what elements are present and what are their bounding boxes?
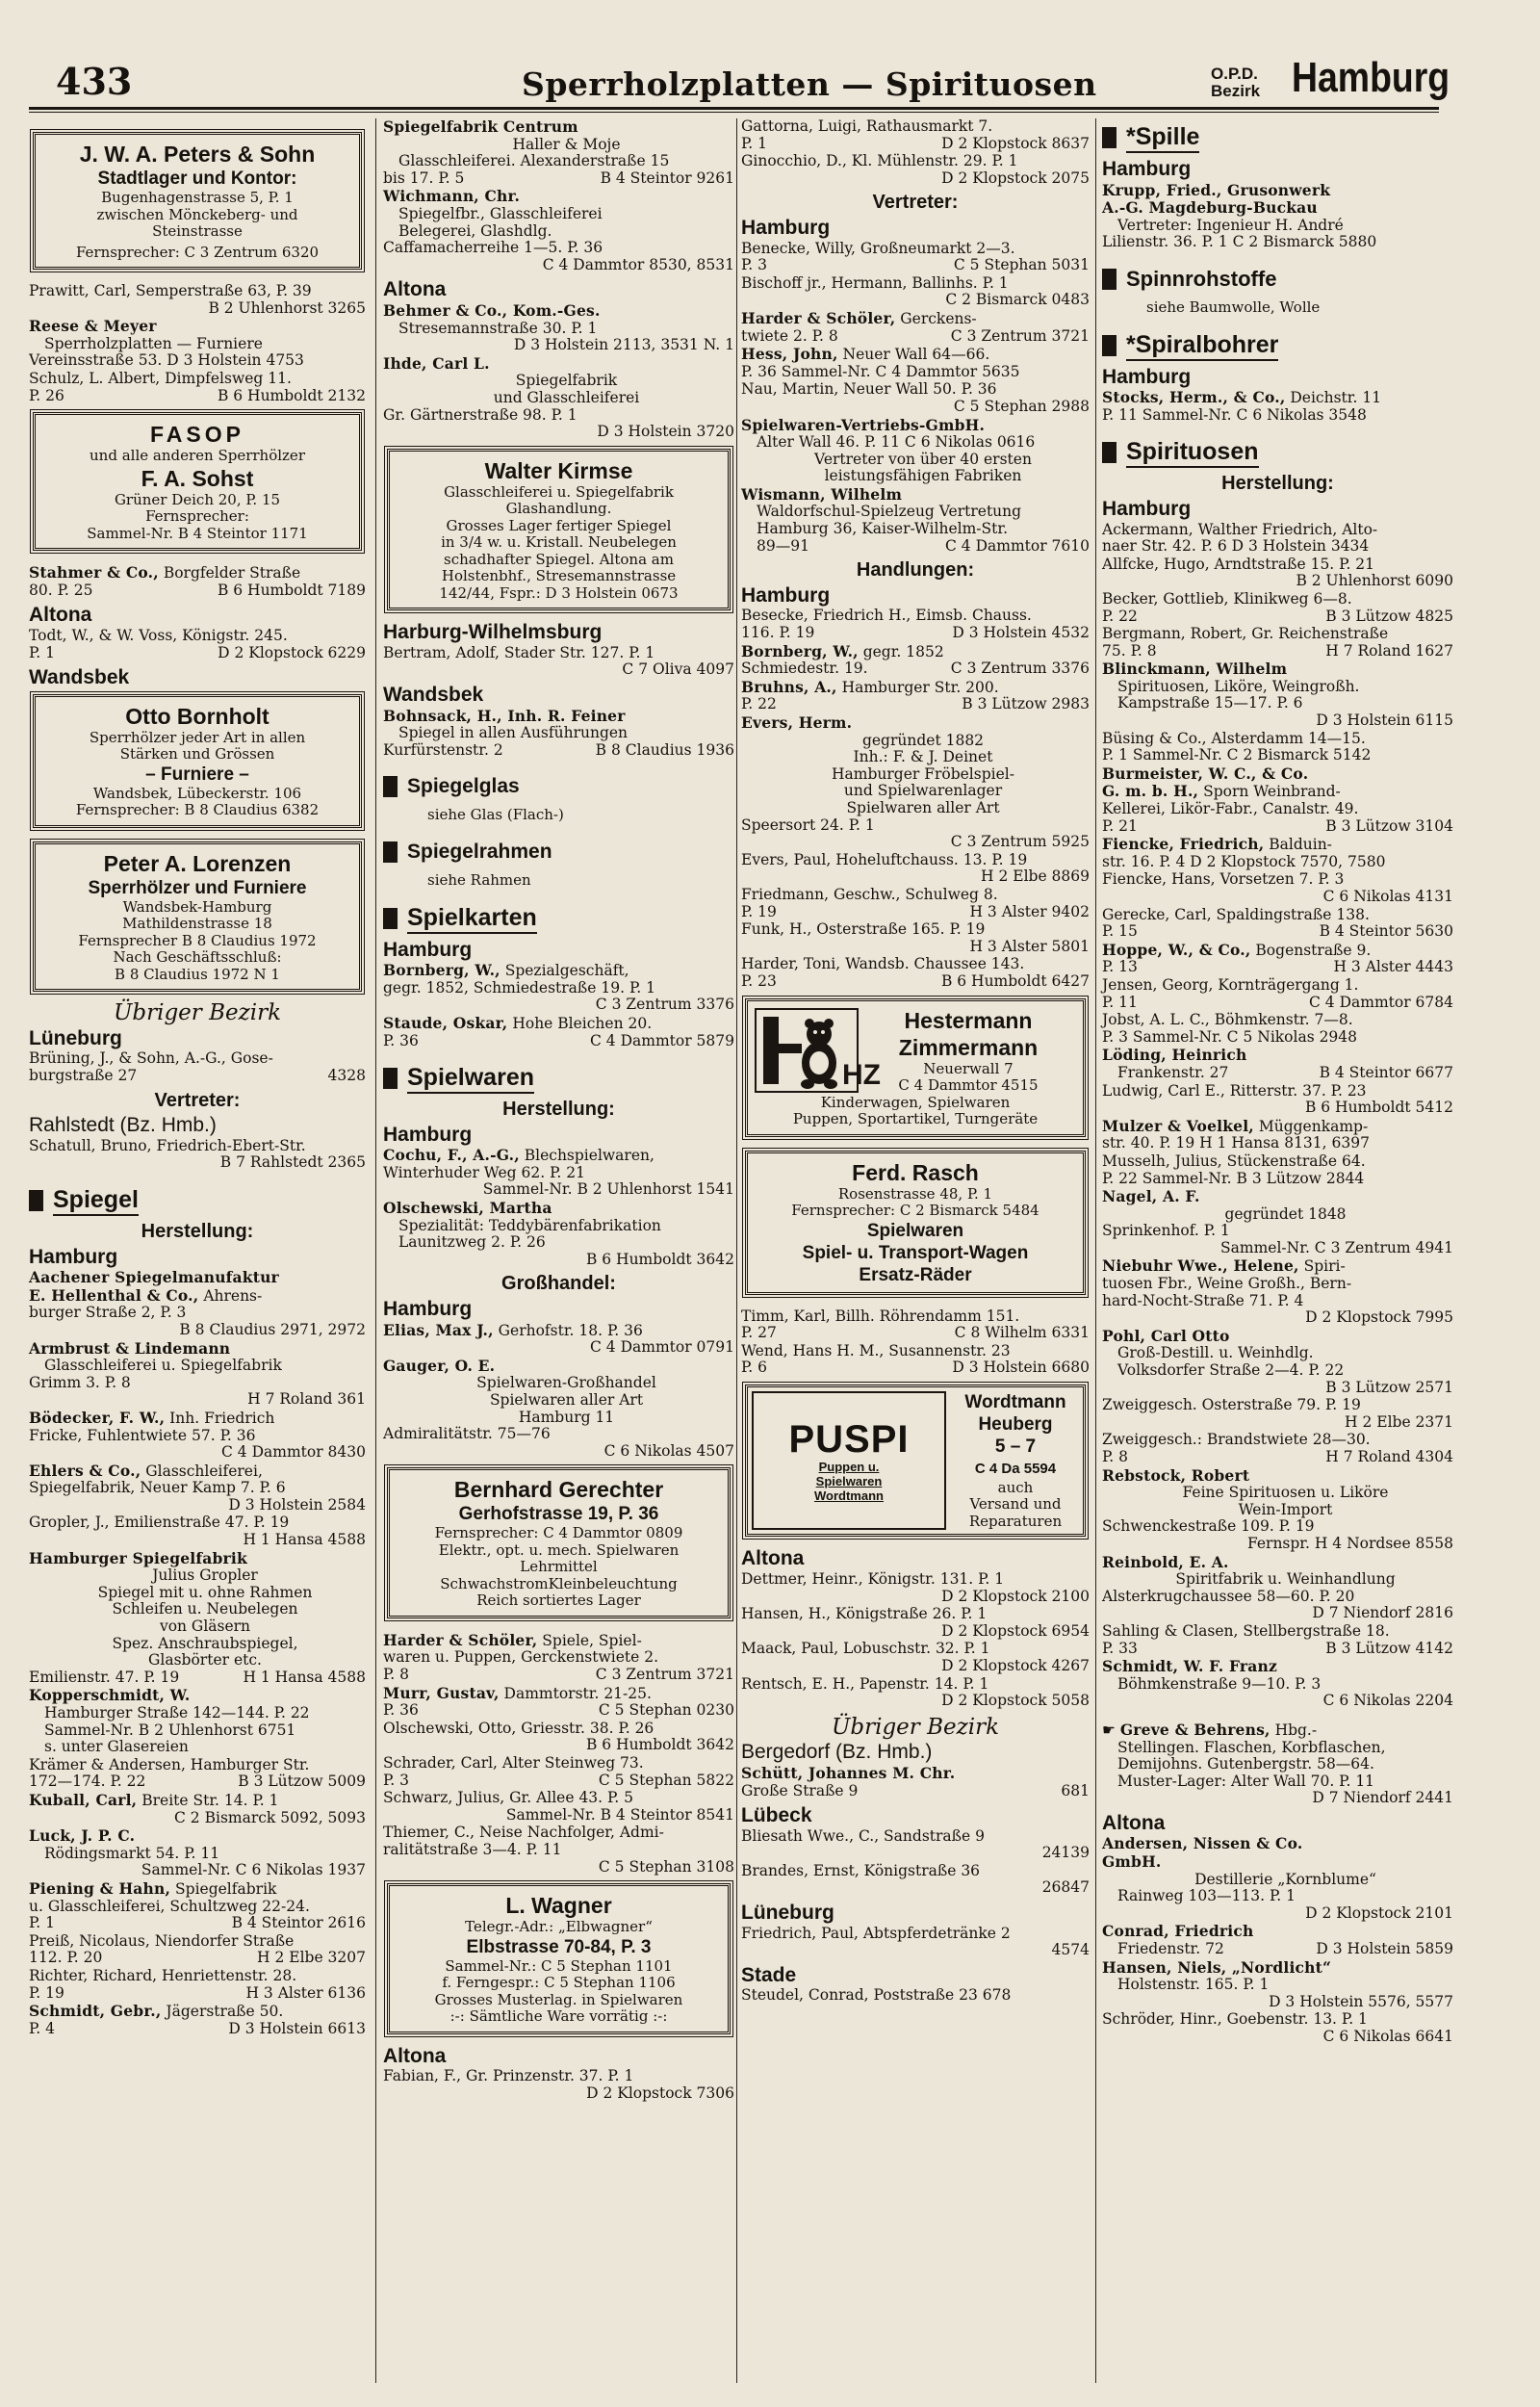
entry: Blinckmann, Wilhelm Spirituosen, Liköre, Weingroßh. Kampstraße 15—17. P. 6 D 3 Holstein 6115 — [1102, 660, 1453, 730]
entry: Schröder, Hinr., Goebenstr. 13. P. 1 C 6 Nikolas 6641 — [1102, 2010, 1453, 2045]
page-number: 433 — [56, 60, 133, 103]
column-divider — [736, 118, 737, 2383]
entry: Bliesath Wwe., C., Sandstraße 9 24139 — [741, 1826, 1090, 1862]
section-heading-spirituosen: Spirituosen — [1102, 437, 1453, 468]
subsection-heading: Herstellung: — [1221, 473, 1334, 495]
city-heading: Altona — [383, 2044, 447, 2067]
entry: Schwarz, Julius, Gr. Allee 43. P. 5 Sammel-Nr. B 4 Steintor 8541 — [383, 1789, 734, 1824]
entry: Murr, Gustav, Dammtorstr. 21-25. P. 36 C 5 Stephan 0230 — [383, 1683, 734, 1720]
cross-reference: siehe Glas (Flach-) — [427, 806, 564, 824]
page-title: Sperrholzplatten — Spirituosen — [522, 65, 1097, 103]
entry: Brüning, J., & Sohn, A.-G., Gose- burgstraße 27 4328 — [29, 1049, 366, 1084]
entry: Büsing & Co., Alsterdamm 14—15. P. 1 Sammel-Nr. C 2 Bismarck 5142 — [1102, 729, 1372, 764]
entry: Luck, J. P. C. Rödingsmarkt 54. P. 11 Sammel-Nr. C 6 Nikolas 1937 — [29, 1826, 366, 1879]
entry: Benecke, Willy, Großneumarkt 2—3. P. 3 C 5 Stephan 5031 — [741, 239, 1090, 274]
ad-line: Reparaturen — [968, 1512, 1063, 1530]
ad-phone: Fernsprecher: B 8 Claudius 6382 — [75, 801, 320, 819]
column-divider — [1095, 118, 1096, 2383]
entry: Nau, Martin, Neuer Wall 50. P. 36 C 5 Stephan 2988 — [741, 380, 1090, 415]
entry: Richter, Richard, Henriettenstr. 28. P. 19 H 3 Alster 6136 — [29, 1966, 366, 2002]
pointing-hand-icon: ☛ — [1102, 1721, 1116, 1739]
entry: Allfcke, Hugo, Arndtstraße 15. P. 21 B 2 Uhlenhorst 6090 — [1102, 555, 1453, 590]
entry: Fabian, F., Gr. Prinzenstr. 37. P. 1 D 2 Klopstock 7306 — [383, 2067, 734, 2102]
entry: Andersen, Nissen & Co. GmbH. Destillerie „Kornblume“ Rainweg 103—113. P. 1 D 2 Klopstock 2101 — [1102, 1834, 1453, 1922]
region-heading: Übriger Bezirk — [113, 1000, 282, 1026]
entry: Zweiggesch.: Brandstwiete 28—30. P. 8 H 7 Roland 4304 — [1102, 1431, 1453, 1465]
entry: Bödecker, F. W., Inh. Friedrich Fricke, Fuhlentwiete 57. P. 36 C 4 Dammtor 8430 — [29, 1408, 366, 1462]
entry: Cochu, F., A.-G., Blechspielwaren, Winterhuder Weg 62. P. 21 Sammel-Nr. B 2 Uhlenhorst 1541 — [383, 1146, 734, 1199]
city-heading: Hamburg — [1102, 497, 1192, 520]
ad-title: Otto Bornholt — [125, 703, 270, 729]
ad-line: Grosses Musterlag. in Spielwaren — [434, 1990, 683, 2008]
city-heading: Hamburg — [741, 216, 831, 239]
entry: Hansen, Niels, „Nordlicht“ Holstenstr. 165. P. 1 D 3 Holstein 5576, 5577 — [1102, 1957, 1453, 2010]
ad-phone: C 4 Dammtor 4515 — [898, 1076, 1039, 1094]
subsection-heading: Vertreter: — [154, 1089, 241, 1111]
puspi-logo-text: PUSPI — [788, 1417, 910, 1461]
ad-lorenzen — [33, 841, 362, 993]
entry: Dettmer, Heinr., Königstr. 131. P. 1 D 2 Klopstock 2100 — [741, 1569, 1090, 1605]
ad-fasop — [33, 412, 362, 551]
ad-phone: Fernsprecher: C 2 Bismarck 5484 — [791, 1202, 1040, 1219]
ad-line: SchwachstromKleinbeleuchtung — [440, 1574, 678, 1592]
entry: Behmer & Co., Kom.-Ges. Stresemannstraße 30. P. 1 D 3 Holstein 2113, 3531 N. 1 — [383, 300, 734, 354]
entry: Spiegelfabrik Centrum Haller & Moje Glasschleiferei. Alexanderstraße 15 bis 17. P. 5 B 4 Steintor 9261 — [383, 117, 734, 187]
entry: Löding, Heinrich Frankenstr. 27 B 4 Steintor 6677 — [1102, 1046, 1453, 1081]
ad-line: Stärken und Grössen — [119, 745, 275, 764]
section-heading-spiegelglas: Spiegelglas — [383, 772, 734, 801]
ad-line: Nach Geschäftsschluß: — [113, 948, 282, 967]
ad-title: Walter Kirmse — [484, 457, 633, 483]
ad-line-bold: Ersatz-Räder — [859, 1264, 972, 1285]
entry: Reese & Meyer Sperrholzplatten — Furniere Vereinsstraße 53. D 3 Holstein 4753 — [29, 317, 304, 370]
entry: Piening & Hahn, Spiegelfabrik u. Glasschleiferei, Schultzweg 22-24. P. 1 B 4 Steintor 2616 — [29, 1878, 366, 1932]
ad-title: Wordtmann — [964, 1391, 1066, 1412]
entry: Kuball, Carl, Breite Str. 14. P. 1 C 2 Bismarck 5092, 5093 — [29, 1790, 366, 1826]
entry: Nagel, A. F. gegründet 1848 Sprinkenhof. P. 1 Sammel-Nr. C 3 Zentrum 4941 — [1102, 1187, 1453, 1256]
ad-line: Fernsprecher B 8 Claudius 1972 — [78, 931, 317, 949]
entry: Zweiggesch. Osterstraße 79. P. 19 H 2 Elbe 2371 — [1102, 1396, 1453, 1431]
ad-title: Hestermann — [904, 1007, 1033, 1033]
ad-peters — [33, 132, 362, 270]
entry: Todt, W., & W. Voss, Königstr. 245. P. 1 D 2 Klopstock 6229 — [29, 626, 366, 661]
ad-line: Rosenstrasse 48, P. 1 — [837, 1184, 993, 1203]
ad-line-bold: Spielwaren — [866, 1220, 964, 1241]
entry: Schmidt, W. F. Franz Böhmkenstraße 9—10. P. 3 C 6 Nikolas 2204 — [1102, 1657, 1453, 1710]
entry: Staude, Oskar, Hohe Bleichen 20. P. 36 C 4 Dammtor 5879 — [383, 1013, 734, 1049]
entry: Steudel, Conrad, Poststraße 23 678 — [741, 1986, 1012, 2005]
section-heading-spielkarten: Spielkarten — [383, 903, 734, 934]
entry: Schrader, Carl, Alter Steinweg 73. P. 3 C 5 Stephan 5822 — [383, 1754, 734, 1789]
ad-line: Neuerwall 7 — [923, 1059, 1014, 1077]
entry: Elias, Max J., Gerhofstr. 18. P. 36 C 4 Dammtor 0791 — [383, 1320, 734, 1357]
entry: Stocks, Herm., & Co., Deichstr. 11 P. 11 Sammel-Nr. C 6 Nikolas 3548 — [1102, 388, 1382, 424]
city-heading: Harburg-Wilhelmsburg — [383, 621, 603, 644]
cross-reference: siehe Rahmen — [427, 870, 531, 889]
entry: Ehlers & Co., Glasschleiferei, Spiegelfabrik, Neuer Kamp 7. P. 6 D 3 Holstein 2584 — [29, 1461, 366, 1514]
city-heading: Stade — [741, 1963, 797, 1986]
entry: Ihde, Carl L. Spiegelfabrik und Glasschleiferei Gr. Gärtnerstraße 98. P. 1 D 3 Holstein 3720 — [383, 353, 734, 441]
entry: Kopperschmidt, W. Hamburger Straße 142—144. P. 22 Sammel-Nr. B 2 Uhlenhorst 6751 s. unter Glasereien — [29, 1686, 310, 1756]
header-rule — [29, 107, 1439, 110]
ad-line: Steinstrasse — [152, 222, 243, 240]
entry: Bruhns, A., Hamburger Str. 200. P. 22 B 3 Lützow 2983 — [741, 677, 1090, 713]
city-heading: Hamburg — [29, 1245, 118, 1268]
ad-title-2: Zimmermann — [898, 1034, 1039, 1060]
ad-title: FASOP — [150, 422, 244, 448]
entry: Evers, Paul, Hoheluftchauss. 13. P. 19 H 2 Elbe 8869 — [741, 850, 1090, 886]
entry: Friedmann, Geschw., Schulweg 8. P. 19 H 3 Alster 9402 — [741, 885, 1090, 920]
entry: Rebstock, Robert Feine Spirituosen u. Liköre Wein-Import Schwenckestraße 109. P. 19 Fernspr. H 4 Nordsee 8558 — [1102, 1465, 1453, 1552]
ad-subtitle: Stadtlager und Kontor: — [97, 168, 297, 189]
entry: Schütt, Johannes M. Chr. Große Straße 9 681 — [741, 1763, 1090, 1799]
entry: Bohnsack, H., Inh. R. Feiner Spiegel in allen Ausführungen Kurfürstenstr. 2 B 8 Claudius 1936 — [383, 706, 734, 759]
entry: Mulzer & Voelkel, Müggenkamp- str. 40. P. 19 H 1 Hansa 8131, 6397 — [1102, 1116, 1370, 1152]
city-heading: Lüneburg — [29, 1026, 122, 1049]
ad-phone: f. Ferngespr.: C 5 Stephan 1106 — [442, 1974, 676, 1992]
section-marker-icon — [29, 1190, 43, 1211]
ad-line-bold: 5 – 7 — [994, 1436, 1037, 1457]
ad-logo-text: HZ — [842, 1059, 881, 1091]
city-heading: Wandsbek — [29, 666, 130, 689]
ad-subtitle: Sperrhölzer und Furniere — [88, 877, 307, 898]
entry: ☛ Greve & Behrens, Hbg.- Stellingen. Flaschen, Korbflaschen, Demijohns. Gutenbergstr. 58—64. Muster-Lager: Alter Wall 70. P. 11 D 7 Niendorf 2441 — [1102, 1720, 1453, 1807]
entry: Spielwaren-Vertriebs-GmbH. Alter Wall 46. P. 11 C 6 Nikolas 0616 Vertreter von über 40 ersten leistungsfähigen Fabriken — [741, 415, 1036, 485]
entry: Harder & Schöler, Spiele, Spiel- waren u. Puppen, Gerckenstwiete 2. P. 8 C 3 Zentrum 3721 — [383, 1630, 734, 1684]
entry: Bornberg, W., Spezialgeschäft, gegr. 1852, Schmiedestraße 19. P. 1 C 3 Zentrum 3376 — [383, 961, 734, 1014]
opd-bezirk-label — [1211, 65, 1260, 100]
ad-line: Mathildenstrasse 18 — [122, 915, 272, 933]
ad-line: und alle anderen Sperrhölzer — [90, 447, 305, 465]
section-marker-icon — [383, 908, 398, 929]
entry: Bornberg, W., gegr. 1852 Schmiedestr. 19. C 3 Zentrum 3376 — [741, 641, 1090, 678]
section-heading-spielwaren: Spielwaren — [383, 1063, 734, 1094]
city-heading: Lübeck — [741, 1804, 812, 1827]
city-heading: Hamburg — [741, 583, 831, 607]
entry: Harder, Toni, Wandsb. Chaussee 143. P. 23 B 6 Humboldt 6427 — [741, 955, 1090, 990]
ad-puspi — [745, 1385, 1086, 1538]
ad-line: :-: Sämtliche Ware vorrätig :-: — [449, 2007, 668, 2026]
subsection-heading: Herstellung: — [141, 1220, 254, 1242]
puspi-logo-line: Puppen u. — [818, 1459, 880, 1474]
entry: Schulz, L. Albert, Dimpfelsweg 11. P. 26 B 6 Humboldt 2132 — [29, 369, 366, 404]
entry: Hess, John, Neuer Wall 64—66. P. 36 Sammel-Nr. C 4 Dammtor 5635 — [741, 345, 1020, 380]
city-heading: Hamburg — [1102, 158, 1192, 180]
column-2 — [383, 118, 734, 2383]
entry: Pohl, Carl Otto Groß-Destill. u. Weinhdlg. Volksdorfer Straße 2—4. P. 22 B 3 Lützow 2571 — [1102, 1326, 1453, 1396]
entry: Olschewski, Martha Spezialität: Teddybärenfabrikation Launitzweg 2. P. 26 B 6 Humboldt 3642 — [383, 1199, 734, 1268]
section-marker-icon — [383, 841, 398, 863]
entry: Rentsch, E. H., Papenstr. 14. P. 1 D 2 Klopstock 5058 — [741, 1674, 1090, 1710]
entry: Armbrust & Lindemann Glasschleiferei u. Spiegelfabrik Grimm 3. P. 8 H 7 Roland 361 — [29, 1338, 366, 1409]
ad-header-row — [754, 1007, 1077, 1095]
ad-line-bold: Heuberg — [978, 1413, 1053, 1435]
ad-title-block — [860, 1007, 1077, 1095]
city-heading: Lüneburg — [741, 1902, 834, 1925]
ad-line: Fernsprecher: — [145, 507, 249, 526]
ad-phone: Fernsprecher: C 3 Zentrum 6320 — [75, 243, 320, 261]
entry: Besecke, Friedrich H., Eimsb. Chauss. 116. P. 19 D 3 Holstein 4532 — [741, 607, 1090, 642]
entry: Fiencke, Friedrich, Balduin- str. 16. P. 4 D 2 Klopstock 7570, 7580 — [1102, 835, 1386, 870]
ad-line: Wandsbek-Hamburg — [122, 897, 272, 916]
entry: Bischoff jr., Hermann, Ballinhs. P. 1 C 2 Bismarck 0483 — [741, 273, 1090, 309]
ad-kirmse — [387, 449, 731, 611]
bezirk-label: Bezirk — [1211, 82, 1261, 100]
section-marker-icon — [1102, 269, 1116, 290]
ad-hestermann — [745, 998, 1086, 1137]
entry: Gropler, J., Emilienstraße 47. P. 19 H 1 Hansa 4588 — [29, 1514, 366, 1549]
city-heading: Bergedorf (Bz. Hmb.) — [741, 1741, 933, 1764]
ad-line: Glashandlung. — [505, 500, 612, 518]
ad-line: Lehrmittel — [520, 1558, 598, 1576]
entry: Bertram, Adolf, Stader Str. 127. P. 1 C 7 Oliva 4097 — [383, 643, 734, 679]
ad-phone: Fernsprecher: C 4 Dammtor 0809 — [434, 1524, 683, 1542]
ad-subtitle: Gerhofstrasse 19, P. 36 — [458, 1504, 659, 1525]
entry: Harder & Schöler, Gerckens- twiete 2. P. 8 C 3 Zentrum 3721 — [741, 308, 1090, 345]
entry: Hoppe, W., & Co., Bogenstraße 9. P. 13 H 3 Alster 4443 — [1102, 940, 1453, 976]
city-heading: Altona — [29, 604, 92, 627]
ad-phone: C 4 Da 5594 — [974, 1460, 1057, 1477]
ad-title-2: F. A. Sohst — [141, 465, 254, 491]
ad-line: Versand und — [969, 1495, 1062, 1514]
section-heading-spiralbohrer: *Spiralbohrer — [1102, 330, 1453, 361]
entry: Sahling & Clasen, Stellbergstraße 18. P. 33 B 3 Lützow 4142 — [1102, 1621, 1453, 1657]
entry: Reinbold, E. A. Spiritfabrik u. Weinhandlung Alsterkrugchaussee 58—60. P. 20 D 7 Niendorf 2816 — [1102, 1552, 1453, 1622]
entry: Wend, Hans H. M., Susannenstr. 23 P. 6 D 3 Holstein 6680 — [741, 1341, 1090, 1377]
section-marker-icon — [383, 1068, 398, 1089]
entry: Ackermann, Walther Friedrich, Alto- naer Str. 42. P. 6 D 3 Holstein 3434 — [1102, 520, 1378, 556]
ad-gerechter — [387, 1467, 731, 1618]
city-heading: Altona — [741, 1547, 805, 1570]
ad-line-bold: – Furniere – — [145, 764, 249, 785]
ad-line: Grosses Lager fertiger Spiegel — [446, 516, 672, 534]
city-heading: Wandsbek — [383, 683, 484, 706]
entry: Gauger, O. E. Spielwaren-Großhandel Spielwaren aller Art Hamburg 11 Admiralitätstr. 75—76 C 6 Nikolas 4507 — [383, 1356, 734, 1460]
ad-line: Holstenbhf., Stresemannstrasse — [441, 567, 677, 585]
subsection-heading: Großhandel: — [501, 1273, 616, 1295]
entry: Ginocchio, D., Kl. Mühlenstr. 29. P. 1 D 2 Klopstock 2075 — [741, 152, 1090, 187]
ad-line: Kinderwagen, Spielwaren — [820, 1093, 1011, 1111]
puspi-logo-line: Spielwaren — [815, 1473, 883, 1488]
ad-bornholt — [33, 694, 362, 828]
entry: Gerecke, Carl, Spaldingstraße 138. P. 15 B 4 Steintor 5630 — [1102, 905, 1453, 941]
city-heading: Hamburg — [1102, 365, 1192, 388]
entry: Evers, Herm. gegründet 1882 Inh.: F. & J. Deinet Hamburger Fröbelspiel- und Spielwarenlager Spielwaren aller Art Speersort 24. P. 1 C 3 Zentrum 5925 — [741, 713, 1090, 851]
entry: Wismann, Wilhelm Waldorfschul-Spielzeug Vertretung Hamburg 36, Kaiser-Wilhelm-Str. 89—91 C 4 Dammtor 7610 — [741, 484, 1090, 555]
ad-line: zwischen Mönckeberg- und — [96, 205, 298, 223]
entry: Becker, Gottlieb, Klinikweg 6—8. P. 22 B 3 Lützow 4825 — [1102, 589, 1453, 625]
header-rule-thin — [29, 112, 1439, 113]
entry: Thiemer, C., Neise Nachfolger, Admi- ralitätstraße 3—4. P. 11 C 5 Stephan 3108 — [383, 1824, 734, 1876]
ad-line: Glasschleiferei u. Spiegelfabrik — [444, 482, 674, 501]
entry: Krämer & Andersen, Hamburger Str. 172—174. P. 22 B 3 Lützow 5009 — [29, 1755, 366, 1791]
entry: Wichmann, Chr. Spiegelfbr., Glasschleiferei Belegerei, Glashdlg. Caffamacherreihe 1—5. P. 36 C 4 Dammtor 8530, 8531 — [383, 187, 734, 273]
entry: Niebuhr Wwe., Helene, Spiri- tuosen Fbr., Weine Großh., Bern- hard-Nocht-Straße 71. P. 4 D 2 Klopstock 7995 — [1102, 1256, 1453, 1327]
ad-subtitle: Elbstrasse 70-84, P. 3 — [466, 1936, 652, 1957]
ad-phone: Sammel-Nr.: C 5 Stephan 1101 — [445, 1956, 673, 1975]
entry: Aachener Spiegelmanufaktur E. Hellenthal & Co., Ahrens- burger Straße 2, P. 3 B 8 Claudius 2971, 2972 — [29, 1268, 366, 1338]
column-1 — [29, 118, 366, 2383]
section-heading-spiegel: Spiegel — [29, 1185, 366, 1216]
puspi-logo-line: Wordtmann — [814, 1488, 884, 1503]
entry: Musselh, Julius, Stückenstraße 64. P. 22 Sammel-Nr. B 3 Lützow 2844 — [1102, 1152, 1366, 1187]
header-city: Hamburg — [1292, 54, 1450, 101]
entry: Schatull, Bruno, Friedrich-Ebert-Str. B 7 Rahlstedt 2365 — [29, 1136, 366, 1172]
city-heading: Hamburg — [383, 1298, 473, 1321]
section-marker-icon — [383, 776, 398, 797]
entry: Gattorna, Luigi, Rathausmarkt 7. P. 1 D 2 Klopstock 8637 — [741, 117, 1090, 152]
teddy-bear-logo-icon — [754, 1007, 881, 1094]
entry: Hansen, H., Königstraße 26. P. 1 D 2 Klopstock 6954 — [741, 1605, 1090, 1640]
ad-phone: Sammel-Nr. B 4 Steintor 1171 — [87, 524, 308, 542]
ad-title: Bernhard Gerechter — [453, 1477, 664, 1503]
ad-title: Ferd. Rasch — [852, 1159, 979, 1185]
entry: Conrad, Friedrich Friedenstr. 72 D 3 Holstein 5859 — [1102, 1922, 1453, 1958]
ad-text-block — [946, 1391, 1079, 1531]
entry: Maack, Paul, Lobuschstr. 32. P. 1 D 2 Klopstock 4267 — [741, 1640, 1090, 1674]
city-heading: Rahlstedt (Bz. Hmb.) — [29, 1114, 217, 1137]
entry: Fiencke, Hans, Vorsetzen 7. P. 3 C 6 Nikolas 4131 — [1102, 870, 1453, 905]
column-4 — [1102, 118, 1453, 2383]
ad-wagner — [387, 1883, 731, 2034]
region-heading: Übriger Bezirk — [831, 1714, 1000, 1740]
entry: Burmeister, W. C., & Co. G. m. b. H., Sporn Weinbrand- Kellerei, Likör-Fabr., Canalstr. 49. P. 21 B 3 Lützow 3104 — [1102, 764, 1453, 835]
ad-line-bold: Spiel- u. Transport-Wagen — [802, 1242, 1029, 1263]
entry: Jobst, A. L. C., Böhmkenstr. 7—8. P. 3 Sammel-Nr. C 5 Nikolas 2948 — [1102, 1011, 1358, 1046]
cross-reference: siehe Baumwolle, Wolle — [1146, 298, 1321, 316]
section-marker-icon — [1102, 127, 1116, 148]
ad-line: Bugenhagenstrasse 5, P. 1 — [101, 189, 294, 206]
entry: Hamburger Spiegelfabrik Julius Gropler Spiegel mit u. ohne Rahmen Schleifen u. Neubelegen von Gläsern Spez. Anschraubspiegel, Glasbörter etc. Emilienstr. 47. P. 19 H 1 Hansa 4588 — [29, 1548, 366, 1686]
ad-line: B 8 Claudius 1972 N 1 — [115, 965, 280, 983]
section-marker-icon — [1102, 335, 1116, 356]
ad-line: Elektr., opt. u. mech. Spielwaren — [438, 1540, 680, 1559]
entry: Timm, Karl, Billh. Röhrendamm 151. P. 27 C 8 Wilhelm 6331 — [741, 1307, 1090, 1342]
ad-rasch — [745, 1151, 1086, 1295]
ad-line: Grüner Deich 20, P. 15 — [114, 490, 281, 508]
ad-title: Peter A. Lorenzen — [103, 850, 292, 876]
entry: Schmidt, Gebr., Jägerstraße 50. P. 4 D 3 Holstein 6613 — [29, 2002, 366, 2037]
subsection-heading: Herstellung: — [502, 1099, 615, 1121]
section-heading-spille: *Spille — [1102, 122, 1453, 153]
column-3 — [741, 118, 1090, 2383]
ad-line: 142/44, Fspr.: D 3 Holstein 0673 — [439, 583, 679, 602]
section-marker-icon — [1102, 442, 1116, 463]
entry: Funk, H., Osterstraße 165. P. 19 H 3 Alster 5801 — [741, 920, 1090, 955]
ad-line: Wandsbek, Lübeckerstr. 106 — [92, 784, 302, 802]
ad-line: Reich sortiertes Lager — [476, 1592, 641, 1610]
entry: Prawitt, Carl, Semperstraße 63, P. 39 B 2 Uhlenhorst 3265 — [29, 282, 366, 317]
section-heading-spiegelrahmen: Spiegelrahmen — [383, 838, 734, 867]
entry: Friedrich, Paul, Abtspferdetränke 2 4574 — [741, 1924, 1090, 1959]
subsection-heading: Vertreter: — [872, 192, 959, 214]
city-heading: Hamburg — [383, 1123, 473, 1146]
ad-title: J. W. A. Peters & Sohn — [79, 142, 316, 167]
entry: Bergmann, Robert, Gr. Reichenstraße 75. P. 8 H 7 Roland 1627 — [1102, 625, 1453, 660]
entry: Stahmer & Co., Borgfelder Straße 80. P. 25 B 6 Humboldt 7189 — [29, 563, 366, 599]
opd-label: O.P.D. — [1211, 65, 1258, 83]
city-heading: Altona — [383, 278, 447, 301]
column-divider — [375, 118, 376, 2383]
section-heading-spinnrohstoffe: Spinnrohstoffe — [1102, 265, 1453, 294]
ad-line: in 3/4 w. u. Kristall. Neubelegen — [441, 533, 677, 552]
page-header — [29, 48, 1450, 104]
entry: Brandes, Ernst, Königstraße 36 26847 — [741, 1861, 1090, 1897]
entry: Preiß, Nicolaus, Niendorfer Straße 112. P. 20 H 2 Elbe 3207 — [29, 1931, 366, 1967]
ad-line: Sperrhölzer jeder Art in allen — [89, 728, 306, 746]
ad-title: L. Wagner — [505, 1893, 612, 1919]
puspi-logo — [752, 1391, 946, 1531]
subsection-heading: Handlungen: — [856, 559, 975, 582]
city-heading: Hamburg — [383, 938, 473, 961]
ad-line: auch — [997, 1478, 1034, 1496]
ad-line: Telegr.-Adr.: „Elbwagner“ — [465, 1918, 653, 1936]
entry: Olschewski, Otto, Griesstr. 38. P. 26 B 6 Humboldt 3642 — [383, 1719, 734, 1754]
ad-line: schadhafter Spiegel. Altona am — [444, 550, 674, 568]
entry: Ludwig, Carl E., Ritterstr. 37. P. 23 B 6 Humboldt 5412 — [1102, 1081, 1453, 1117]
ad-line: Puppen, Sportartikel, Turngeräte — [792, 1110, 1039, 1127]
entry: Jensen, Georg, Kornträgergang 1. P. 11 C 4 Dammtor 6784 — [1102, 975, 1453, 1011]
entry: Krupp, Fried., Grusonwerk A.-G. Magdeburg-Buckau Vertreter: Ingenieur H. André Lilienstr. 36. P. 1 C 2 Bismarck 5880 — [1102, 180, 1377, 251]
city-heading: Altona — [1102, 1811, 1166, 1834]
